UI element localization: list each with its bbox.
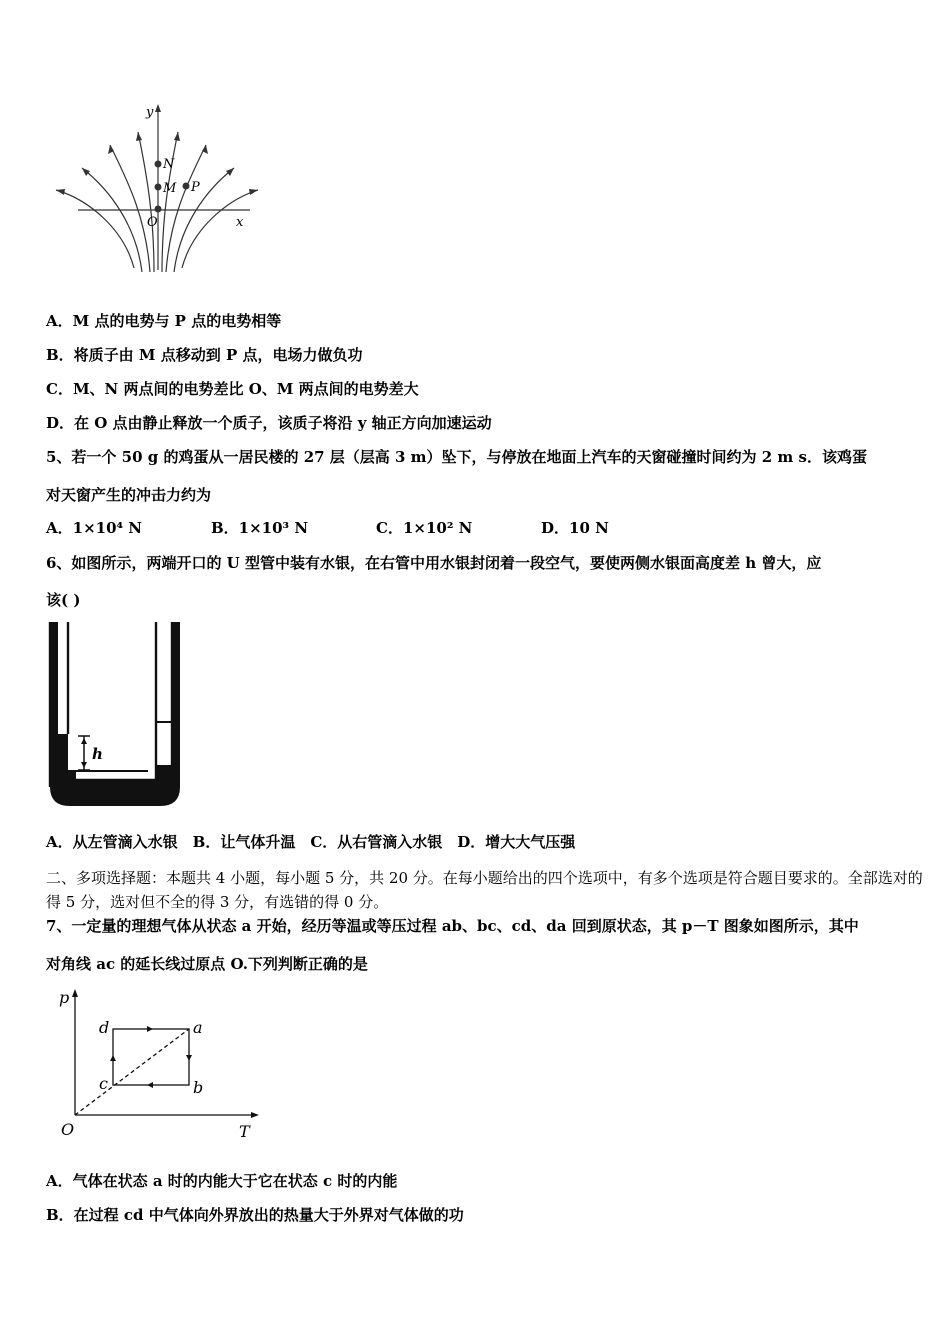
m-label: M: [163, 181, 177, 196]
arrow-head: [136, 132, 142, 141]
arrow-cd: [110, 1055, 116, 1061]
q6-stem-line1: 6、如图所示，两端开口的 U 型管中装有水银，在右管中用水银封闭着一段空气，要使两侧水银面高度差 h 曾大，应: [46, 554, 822, 572]
d-label: d: [99, 1018, 110, 1037]
q4-option-d: D．在 O 点由静止释放一个质子，该质子将沿 y 轴正方向加速运动: [46, 414, 492, 432]
diagonal-ac: [75, 1029, 189, 1115]
trapped-air: [156, 722, 172, 766]
field-line: [138, 132, 154, 272]
point-o: [155, 206, 162, 213]
t-arrow: [251, 1112, 259, 1118]
q5-option-c: C．1×10² N: [376, 519, 473, 537]
c-label: c: [99, 1074, 108, 1093]
q6-stem-line2: 该( ): [46, 591, 81, 609]
arrow-head: [226, 168, 234, 176]
p-arrow: [72, 989, 78, 997]
n-label: N: [163, 157, 175, 172]
left-tube-air: [58, 622, 68, 734]
q4-option-c: C．M、N 两点间的电势差比 O、M 两点间的电势差大: [46, 380, 419, 398]
field-line: [182, 190, 258, 268]
field-lines-figure: [50, 100, 260, 275]
section2-header: 二、多项选择题：本题共 4 小题，每小题 5 分，共 20 分。在每小题给出的四个选项中，有多个选项是符合题目要求的。全部选对的得 5 分，选对但不全的得 3 分，有选错的得 0 分。: [46, 869, 923, 911]
arrow-bc: [147, 1082, 153, 1088]
arrow-head: [82, 168, 90, 176]
q5-option-a: A．1×10⁴ N: [46, 519, 143, 537]
arrow-ab: [186, 1055, 192, 1061]
y-label: y: [146, 105, 154, 120]
point-n: [155, 161, 162, 168]
field-line: [82, 168, 142, 272]
q5-options: [46, 518, 609, 538]
arrow-head: [56, 189, 65, 195]
a-label: a: [193, 1018, 203, 1037]
u-tube-figure: [48, 622, 183, 810]
o-label: O: [147, 215, 158, 230]
x-label: x: [236, 215, 244, 230]
arrow-head: [174, 132, 180, 141]
arrow-da: [147, 1026, 153, 1032]
q5-option-d: D．10 N: [541, 519, 609, 537]
arrow-head: [155, 104, 161, 112]
p-t-diagram: [55, 985, 265, 1140]
h-label: h: [92, 745, 103, 763]
q7-stem-line2: 对角线 ac 的延长线过原点 O.下列判断正确的是: [46, 955, 368, 973]
q4-option-b: B．将质子由 M 点移动到 P 点，电场力做负功: [46, 346, 363, 364]
q5-stem-line1: 5、若一个 50 g 的鸡蛋从一居民楼的 27 层（层高 3 m）坠下，与停放在地面上汽车的天窗碰撞时间约为 2 m s．该鸡蛋: [46, 448, 867, 466]
q4-option-a: A．M 点的电势与 P 点的电势相等: [46, 312, 282, 330]
q7-stem-line1: 7、一定量的理想气体从状态 a 开始，经历等温或等压过程 ab、bc、cd、da 回到原状态，其 p－T 图象如图所示，其中: [46, 917, 859, 935]
t-label: T: [239, 1122, 250, 1140]
q7-option-b: B．在过程 cd 中气体向外界放出的热量大于外界对气体做的功: [46, 1206, 464, 1224]
q5-stem-line2: 对天窗产生的冲击力约为: [46, 486, 212, 504]
field-line: [56, 190, 134, 268]
b-label: b: [193, 1078, 204, 1097]
arrow-head: [249, 189, 258, 195]
point-m: [155, 184, 162, 191]
o-label: O: [61, 1120, 75, 1139]
right-tube-air: [156, 622, 172, 686]
p-label: p: [59, 988, 70, 1007]
q6-options: A．从左管滴入水银 B．让气体升温 C．从右管滴入水银 D．增大大气压强: [46, 833, 576, 851]
point-p: [183, 183, 190, 190]
p-label: P: [191, 180, 200, 195]
q7-option-a: A．气体在状态 a 时的内能大于它在状态 c 时的内能: [46, 1172, 398, 1190]
field-line: [162, 132, 178, 272]
q5-option-b: B．1×10³ N: [211, 519, 309, 537]
bottom-channel: [76, 772, 156, 780]
field-line: [174, 168, 234, 272]
